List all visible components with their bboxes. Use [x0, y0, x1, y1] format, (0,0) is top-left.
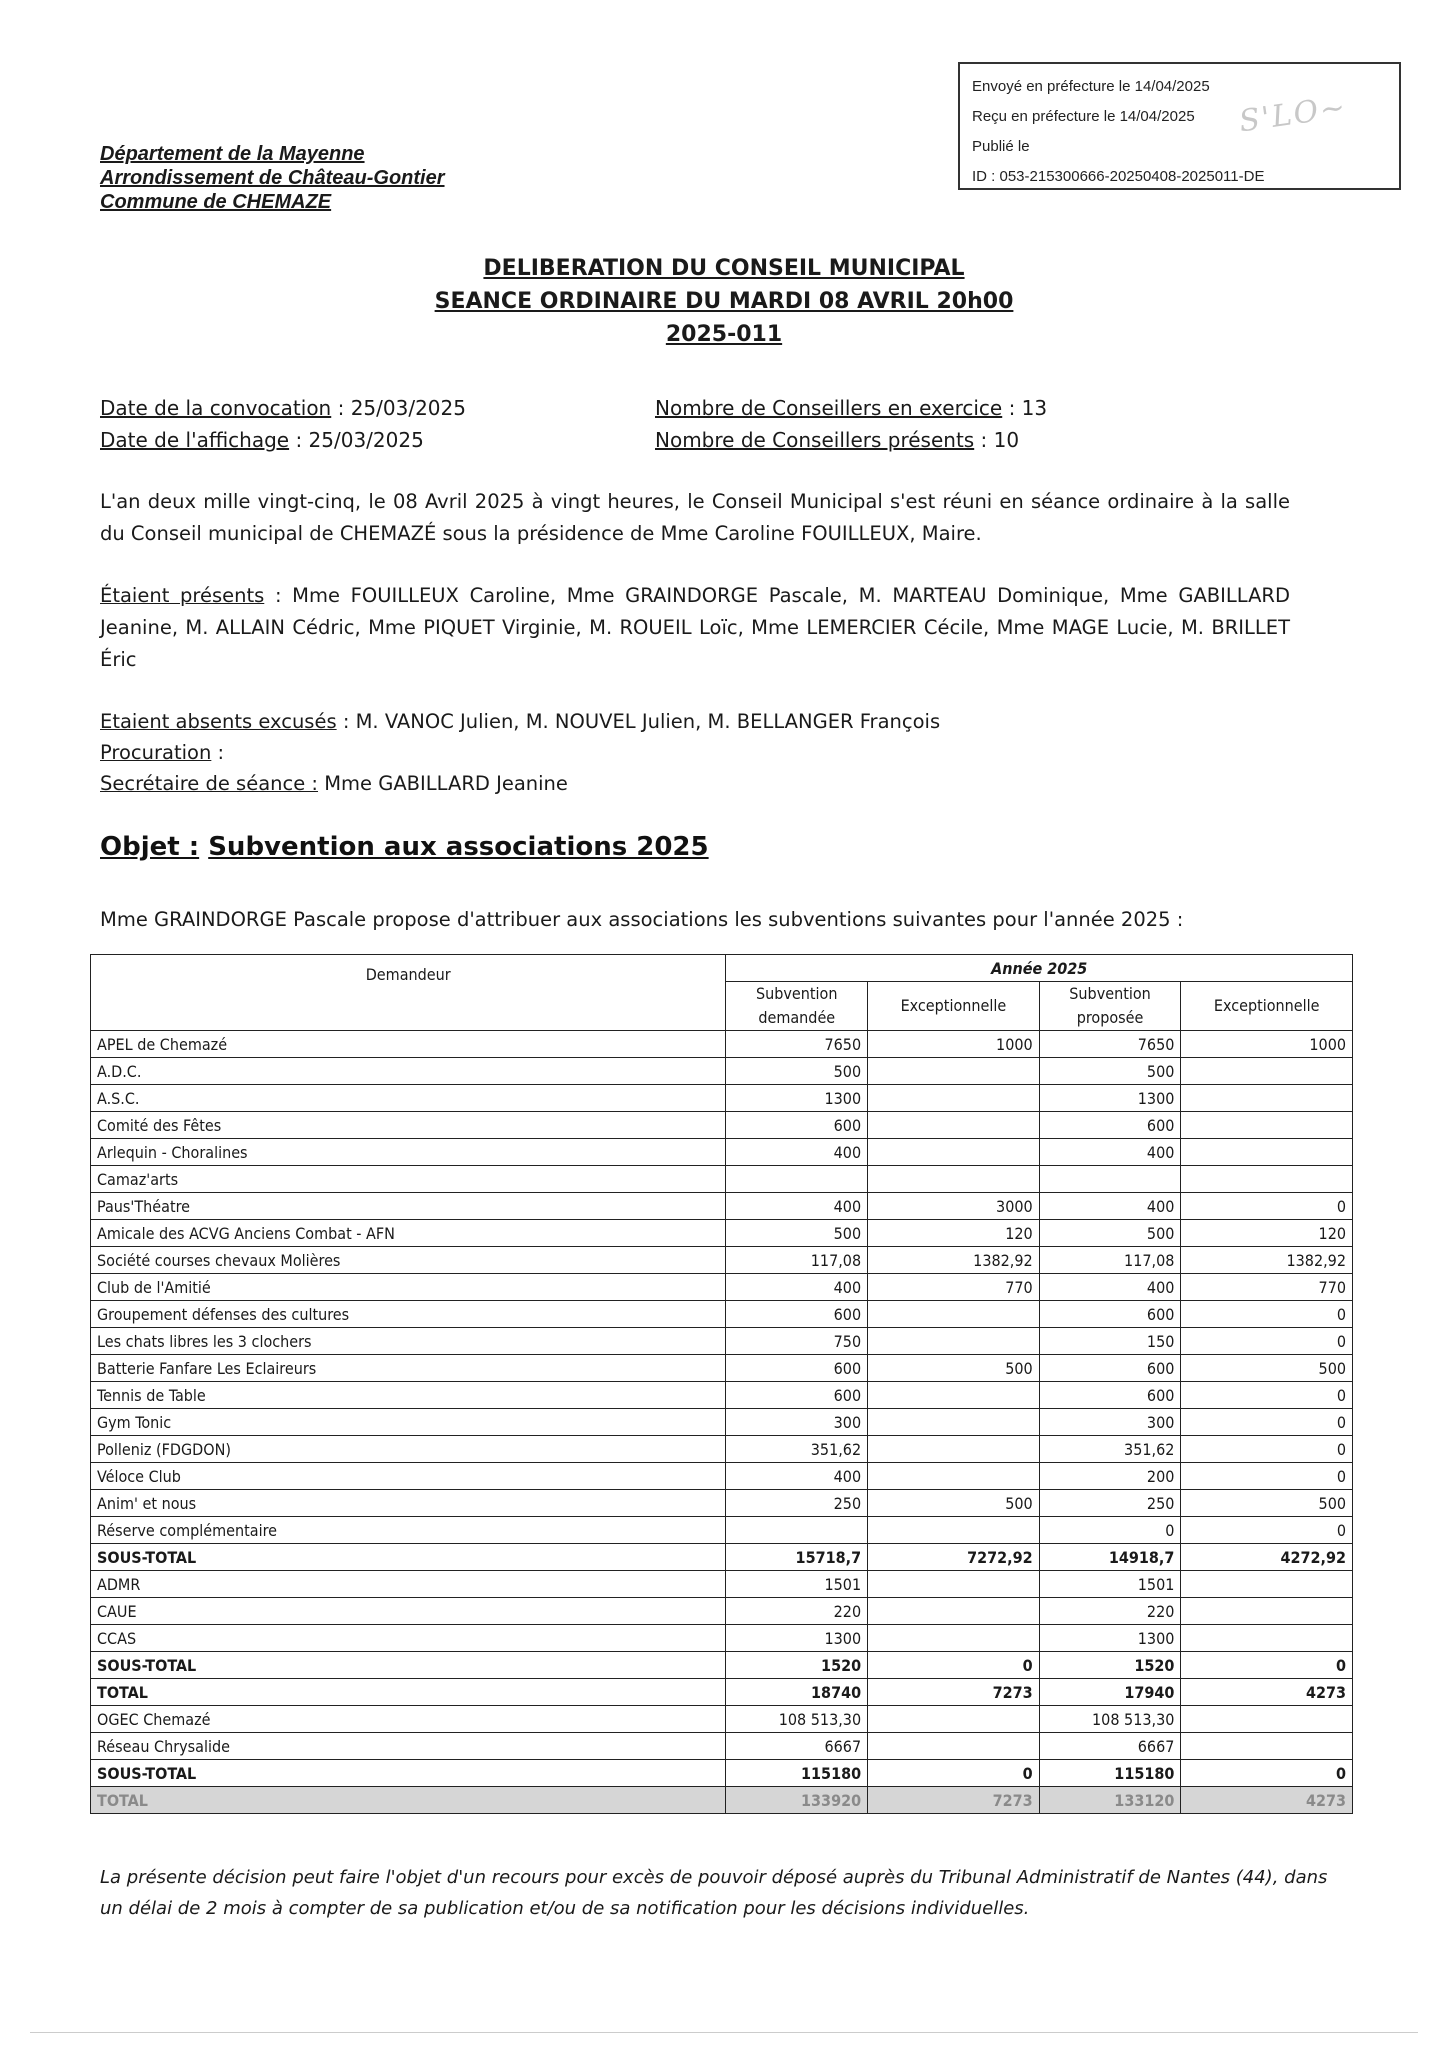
cell-exceptionnelle-demandee [868, 1463, 1040, 1490]
cell-subvention-proposee: 400 [1039, 1193, 1181, 1220]
cell-subvention-demandee: 6667 [726, 1733, 868, 1760]
arrondissement: Arrondissement de Château-Gontier [100, 167, 445, 189]
cell-subvention-demandee: 600 [726, 1382, 868, 1409]
cell-subvention-demandee [726, 1517, 868, 1544]
table-row [91, 1382, 1353, 1409]
cell-exceptionnelle-demandee [868, 1058, 1040, 1085]
objet-heading [100, 832, 709, 862]
cell-exceptionnelle-demandee: 770 [868, 1274, 1040, 1301]
cell-exceptionnelle-demandee: 7273 [868, 1787, 1040, 1814]
table-row [91, 1490, 1353, 1517]
cell-subvention-proposee: 115180 [1039, 1760, 1181, 1787]
cell-subvention-demandee: 15718,7 [726, 1544, 868, 1571]
header-proposee-line1: Subvention [1069, 984, 1151, 1003]
cell-subvention-demandee: 133920 [726, 1787, 868, 1814]
cell-exceptionnelle-proposee: 500 [1181, 1355, 1353, 1382]
cell-subvention-demandee: 108 513,30 [726, 1706, 868, 1733]
table-row [91, 1085, 1353, 1112]
subventions-table [90, 954, 1353, 1814]
cell-exceptionnelle-proposee: 500 [1181, 1490, 1353, 1517]
page-bottom-rule [30, 2032, 1418, 2033]
cell-subvention-demandee: 750 [726, 1328, 868, 1355]
procuration-label: Procuration [100, 741, 212, 764]
cell-subvention-proposee: 400 [1039, 1274, 1181, 1301]
cell-subvention-demandee: 400 [726, 1139, 868, 1166]
cell-exceptionnelle-demandee [868, 1571, 1040, 1598]
cell-subvention-proposee: 600 [1039, 1112, 1181, 1139]
presents-paragraph [100, 580, 1290, 676]
header-demandeur: Demandeur [91, 955, 726, 1031]
table-row [91, 1328, 1353, 1355]
cell-demandeur: Camaz'arts [91, 1166, 726, 1193]
proposal-paragraph: Mme GRAINDORGE Pascale propose d'attribuer aux associations les subventions suivantes pour l'année 2025 : [100, 908, 1184, 931]
meta-dates [100, 392, 466, 456]
cell-subvention-demandee: 600 [726, 1112, 868, 1139]
cell-exceptionnelle-proposee: 1000 [1181, 1031, 1353, 1058]
table-row [91, 1544, 1353, 1571]
cell-subvention-demandee: 600 [726, 1355, 868, 1382]
table-row [91, 1625, 1353, 1652]
cell-subvention-proposee: 600 [1039, 1355, 1181, 1382]
header-exceptionnelle-2: Exceptionnelle [1181, 982, 1353, 1031]
header-year: Année 2025 [726, 955, 1353, 982]
cell-subvention-proposee: 108 513,30 [1039, 1706, 1181, 1733]
cell-subvention-demandee [726, 1166, 868, 1193]
table-row [91, 1652, 1353, 1679]
cell-demandeur: Arlequin - Choralines [91, 1139, 726, 1166]
cell-exceptionnelle-demandee [868, 1382, 1040, 1409]
cell-exceptionnelle-proposee: 4273 [1181, 1787, 1353, 1814]
cell-subvention-proposee: 117,08 [1039, 1247, 1181, 1274]
cell-exceptionnelle-demandee [868, 1733, 1040, 1760]
table-row [91, 1355, 1353, 1382]
table-row [91, 1274, 1353, 1301]
commune: Commune de CHEMAZE [100, 191, 332, 213]
table-row [91, 1220, 1353, 1247]
cell-demandeur: Réserve complémentaire [91, 1517, 726, 1544]
table-row [91, 1463, 1353, 1490]
cell-exceptionnelle-proposee [1181, 1598, 1353, 1625]
cell-demandeur: Véloce Club [91, 1463, 726, 1490]
cell-exceptionnelle-proposee: 0 [1181, 1652, 1353, 1679]
cell-subvention-demandee: 400 [726, 1274, 868, 1301]
cell-subvention-proposee: 1300 [1039, 1625, 1181, 1652]
cell-demandeur: Club de l'Amitié [91, 1274, 726, 1301]
cell-subvention-demandee: 300 [726, 1409, 868, 1436]
cell-subvention-proposee: 14918,7 [1039, 1544, 1181, 1571]
cell-subvention-proposee: 6667 [1039, 1733, 1181, 1760]
cell-subvention-demandee: 117,08 [726, 1247, 868, 1274]
header-proposee [1039, 982, 1181, 1031]
cell-subvention-demandee: 220 [726, 1598, 868, 1625]
cell-subvention-demandee: 7650 [726, 1031, 868, 1058]
exercice-label: Nombre de Conseillers en exercice [655, 396, 1003, 420]
cell-exceptionnelle-demandee: 500 [868, 1355, 1040, 1382]
subventions-table-body [91, 1031, 1353, 1814]
cell-demandeur: Société courses chevaux Molières [91, 1247, 726, 1274]
cell-subvention-proposee: 400 [1039, 1139, 1181, 1166]
table-row [91, 1247, 1353, 1274]
table-row [91, 1733, 1353, 1760]
cell-subvention-proposee: 1520 [1039, 1652, 1181, 1679]
header-demandee-line2: demandée [758, 1008, 836, 1027]
procuration-text: : [211, 741, 225, 764]
cell-subvention-proposee: 351,62 [1039, 1436, 1181, 1463]
affichage-label: Date de l'affichage [100, 428, 290, 452]
cell-demandeur: SOUS-TOTAL [91, 1760, 726, 1787]
table-row [91, 1517, 1353, 1544]
cell-demandeur: Gym Tonic [91, 1409, 726, 1436]
table-row [91, 1193, 1353, 1220]
cell-exceptionnelle-proposee: 0 [1181, 1436, 1353, 1463]
stamp-publie: Publié le [972, 138, 1030, 155]
cell-exceptionnelle-demandee: 3000 [868, 1193, 1040, 1220]
cell-exceptionnelle-proposee [1181, 1733, 1353, 1760]
secretaire-text: Mme GABILLARD Jeanine [318, 772, 568, 795]
cell-demandeur: OGEC Chemazé [91, 1706, 726, 1733]
presents-label: Étaient présents [100, 584, 265, 607]
cell-demandeur: A.D.C. [91, 1058, 726, 1085]
absents-text: : M. VANOC Julien, M. NOUVEL Julien, M. BELLANGER François [336, 710, 941, 733]
cell-demandeur: Réseau Chrysalide [91, 1733, 726, 1760]
table-row [91, 1058, 1353, 1085]
cell-demandeur: A.S.C. [91, 1085, 726, 1112]
cell-demandeur: ADMR [91, 1571, 726, 1598]
cell-demandeur: Comité des Fêtes [91, 1112, 726, 1139]
cell-exceptionnelle-demandee [868, 1112, 1040, 1139]
cell-subvention-proposee: 7650 [1039, 1031, 1181, 1058]
objet-text: Subvention aux associations 2025 [208, 832, 709, 862]
cell-exceptionnelle-proposee [1181, 1139, 1353, 1166]
cell-exceptionnelle-demandee [868, 1166, 1040, 1193]
table-row [91, 1706, 1353, 1733]
table-row [91, 1679, 1353, 1706]
cell-subvention-proposee: 133120 [1039, 1787, 1181, 1814]
cell-exceptionnelle-demandee: 7272,92 [868, 1544, 1040, 1571]
presents-count-label: Nombre de Conseillers présents [655, 428, 975, 452]
cell-exceptionnelle-proposee: 0 [1181, 1760, 1353, 1787]
cell-demandeur: SOUS-TOTAL [91, 1652, 726, 1679]
cell-exceptionnelle-demandee [868, 1598, 1040, 1625]
cell-demandeur: Batterie Fanfare Les Eclaireurs [91, 1355, 726, 1382]
table-row [91, 1787, 1353, 1814]
cell-demandeur: Amicale des ACVG Anciens Combat - AFN [91, 1220, 726, 1247]
table-row [91, 1112, 1353, 1139]
table-row [91, 1760, 1353, 1787]
secretaire-label: Secrétaire de séance : [100, 772, 319, 795]
cell-subvention-demandee: 115180 [726, 1760, 868, 1787]
cell-exceptionnelle-demandee: 120 [868, 1220, 1040, 1247]
header-proposee-line2: proposée [1076, 1008, 1144, 1027]
cell-exceptionnelle-proposee: 0 [1181, 1409, 1353, 1436]
convocation-label: Date de la convocation [100, 396, 332, 420]
cell-subvention-proposee: 150 [1039, 1328, 1181, 1355]
cell-exceptionnelle-demandee: 0 [868, 1652, 1040, 1679]
title-line-1: DELIBERATION DU CONSEIL MUNICIPAL [483, 256, 965, 281]
cell-exceptionnelle-proposee: 1382,92 [1181, 1247, 1353, 1274]
cell-demandeur: Groupement défenses des cultures [91, 1301, 726, 1328]
cell-exceptionnelle-proposee [1181, 1571, 1353, 1598]
table-row [91, 1598, 1353, 1625]
cell-subvention-demandee: 400 [726, 1193, 868, 1220]
cell-subvention-demandee: 1300 [726, 1625, 868, 1652]
cell-subvention-proposee: 500 [1039, 1220, 1181, 1247]
title-line-3: 2025-011 [665, 322, 783, 347]
cell-subvention-demandee: 500 [726, 1058, 868, 1085]
cell-demandeur: Tennis de Table [91, 1382, 726, 1409]
cell-exceptionnelle-proposee: 770 [1181, 1274, 1353, 1301]
cell-exceptionnelle-demandee: 0 [868, 1760, 1040, 1787]
cell-exceptionnelle-demandee: 1382,92 [868, 1247, 1040, 1274]
table-row [91, 1571, 1353, 1598]
cell-subvention-demandee: 18740 [726, 1679, 868, 1706]
cell-exceptionnelle-proposee [1181, 1085, 1353, 1112]
cell-exceptionnelle-demandee: 1000 [868, 1031, 1040, 1058]
cell-demandeur: Anim' et nous [91, 1490, 726, 1517]
cell-exceptionnelle-demandee: 500 [868, 1490, 1040, 1517]
handwritten-signature: S'LO~ [1236, 89, 1349, 140]
prefecture-stamp [958, 62, 1401, 190]
cell-demandeur: APEL de Chemazé [91, 1031, 726, 1058]
title-line-2: SEANCE ORDINAIRE DU MARDI 08 AVRIL 20h00 [434, 289, 1014, 314]
cell-exceptionnelle-proposee [1181, 1706, 1353, 1733]
cell-exceptionnelle-proposee: 4273 [1181, 1679, 1353, 1706]
table-row [91, 1409, 1353, 1436]
cell-subvention-demandee: 250 [726, 1490, 868, 1517]
cell-exceptionnelle-demandee [868, 1436, 1040, 1463]
cell-demandeur: TOTAL [91, 1787, 726, 1814]
cell-exceptionnelle-demandee [868, 1301, 1040, 1328]
presents-text: : Mme FOUILLEUX Caroline, Mme GRAINDORGE Pascale, M. MARTEAU Dominique, Mme GABILLARD Jeanine, M. ALLAIN Cédric, Mme PIQUET Virginie, M. ROUEIL Loïc, Mme LEMERCIER Cécile, Mme MAGE Lucie, M. BRILLET Éric [100, 584, 1290, 671]
cell-exceptionnelle-demandee [868, 1409, 1040, 1436]
attendance-block [100, 706, 1290, 799]
document-title [0, 252, 1448, 351]
cell-subvention-proposee: 220 [1039, 1598, 1181, 1625]
cell-subvention-demandee: 600 [726, 1301, 868, 1328]
intro-paragraph: L'an deux mille vingt-cinq, le 08 Avril 2025 à vingt heures, le Conseil Municipal s'est réuni en séance ordinaire à la salle du Conseil municipal de CHEMAZÉ sous la présidence de Mme Caroline FOUILLEUX, Maire. [100, 490, 1290, 545]
stamp-envoye: Envoyé en préfecture le 14/04/2025 [972, 78, 1210, 95]
cell-exceptionnelle-proposee [1181, 1166, 1353, 1193]
cell-exceptionnelle-proposee [1181, 1058, 1353, 1085]
cell-subvention-demandee: 351,62 [726, 1436, 868, 1463]
cell-subvention-demandee: 1300 [726, 1085, 868, 1112]
cell-exceptionnelle-proposee: 0 [1181, 1328, 1353, 1355]
cell-exceptionnelle-proposee: 0 [1181, 1382, 1353, 1409]
cell-subvention-proposee: 300 [1039, 1409, 1181, 1436]
cell-subvention-demandee: 400 [726, 1463, 868, 1490]
meta-counts [655, 392, 1047, 456]
cell-exceptionnelle-proposee: 0 [1181, 1193, 1353, 1220]
cell-subvention-proposee: 250 [1039, 1490, 1181, 1517]
cell-demandeur: SOUS-TOTAL [91, 1544, 726, 1571]
table-row [91, 1166, 1353, 1193]
cell-exceptionnelle-demandee [868, 1517, 1040, 1544]
table-row [91, 1031, 1353, 1058]
presents-count-value: : 10 [974, 428, 1020, 452]
header-exceptionnelle-1: Exceptionnelle [868, 982, 1040, 1031]
cell-subvention-proposee: 17940 [1039, 1679, 1181, 1706]
header-demandee-line1: Subvention [756, 984, 838, 1003]
cell-exceptionnelle-demandee [868, 1625, 1040, 1652]
legal-notice: La présente décision peut faire l'objet d'un recours pour excès de pouvoir déposé auprès du Tribunal Administratif de Nantes (44), dans un délai de 2 mois à compter de sa publication et/ou de sa notification pour les décisions individuelles. [100, 1867, 1328, 1919]
cell-demandeur: Polleniz (FDGDON) [91, 1436, 726, 1463]
table-row [91, 1436, 1353, 1463]
cell-subvention-proposee: 200 [1039, 1463, 1181, 1490]
cell-demandeur: CCAS [91, 1625, 726, 1652]
objet-label: Objet : [100, 832, 200, 862]
cell-subvention-proposee: 600 [1039, 1301, 1181, 1328]
header-demandee [726, 982, 868, 1031]
table-row [91, 1139, 1353, 1166]
cell-exceptionnelle-proposee: 0 [1181, 1301, 1353, 1328]
cell-demandeur: TOTAL [91, 1679, 726, 1706]
table-row [91, 1301, 1353, 1328]
cell-subvention-proposee: 1501 [1039, 1571, 1181, 1598]
cell-demandeur: Les chats libres les 3 clochers [91, 1328, 726, 1355]
cell-demandeur: Paus'Théatre [91, 1193, 726, 1220]
cell-exceptionnelle-demandee: 7273 [868, 1679, 1040, 1706]
cell-subvention-demandee: 500 [726, 1220, 868, 1247]
cell-subvention-proposee: 0 [1039, 1517, 1181, 1544]
cell-exceptionnelle-proposee [1181, 1112, 1353, 1139]
convocation-value: : 25/03/2025 [331, 396, 466, 420]
cell-exceptionnelle-proposee [1181, 1625, 1353, 1652]
cell-exceptionnelle-demandee [868, 1706, 1040, 1733]
cell-subvention-proposee [1039, 1166, 1181, 1193]
cell-subvention-proposee: 600 [1039, 1382, 1181, 1409]
stamp-recu: Reçu en préfecture le 14/04/2025 [972, 108, 1195, 125]
cell-subvention-demandee: 1501 [726, 1571, 868, 1598]
cell-exceptionnelle-demandee [868, 1139, 1040, 1166]
cell-subvention-proposee: 1300 [1039, 1085, 1181, 1112]
cell-exceptionnelle-demandee [868, 1085, 1040, 1112]
exercice-value: : 13 [1002, 396, 1048, 420]
departement: Département de la Mayenne [100, 143, 365, 165]
absents-label: Etaient absents excusés [100, 710, 337, 733]
cell-exceptionnelle-proposee: 0 [1181, 1463, 1353, 1490]
document-header [100, 142, 445, 214]
cell-exceptionnelle-proposee: 0 [1181, 1517, 1353, 1544]
cell-exceptionnelle-proposee: 4272,92 [1181, 1544, 1353, 1571]
stamp-id: ID : 053-215300666-20250408-2025011-DE [972, 168, 1265, 185]
cell-demandeur: CAUE [91, 1598, 726, 1625]
cell-subvention-demandee: 1520 [726, 1652, 868, 1679]
cell-exceptionnelle-proposee: 120 [1181, 1220, 1353, 1247]
cell-exceptionnelle-demandee [868, 1328, 1040, 1355]
affichage-value: : 25/03/2025 [289, 428, 424, 452]
cell-subvention-proposee: 500 [1039, 1058, 1181, 1085]
